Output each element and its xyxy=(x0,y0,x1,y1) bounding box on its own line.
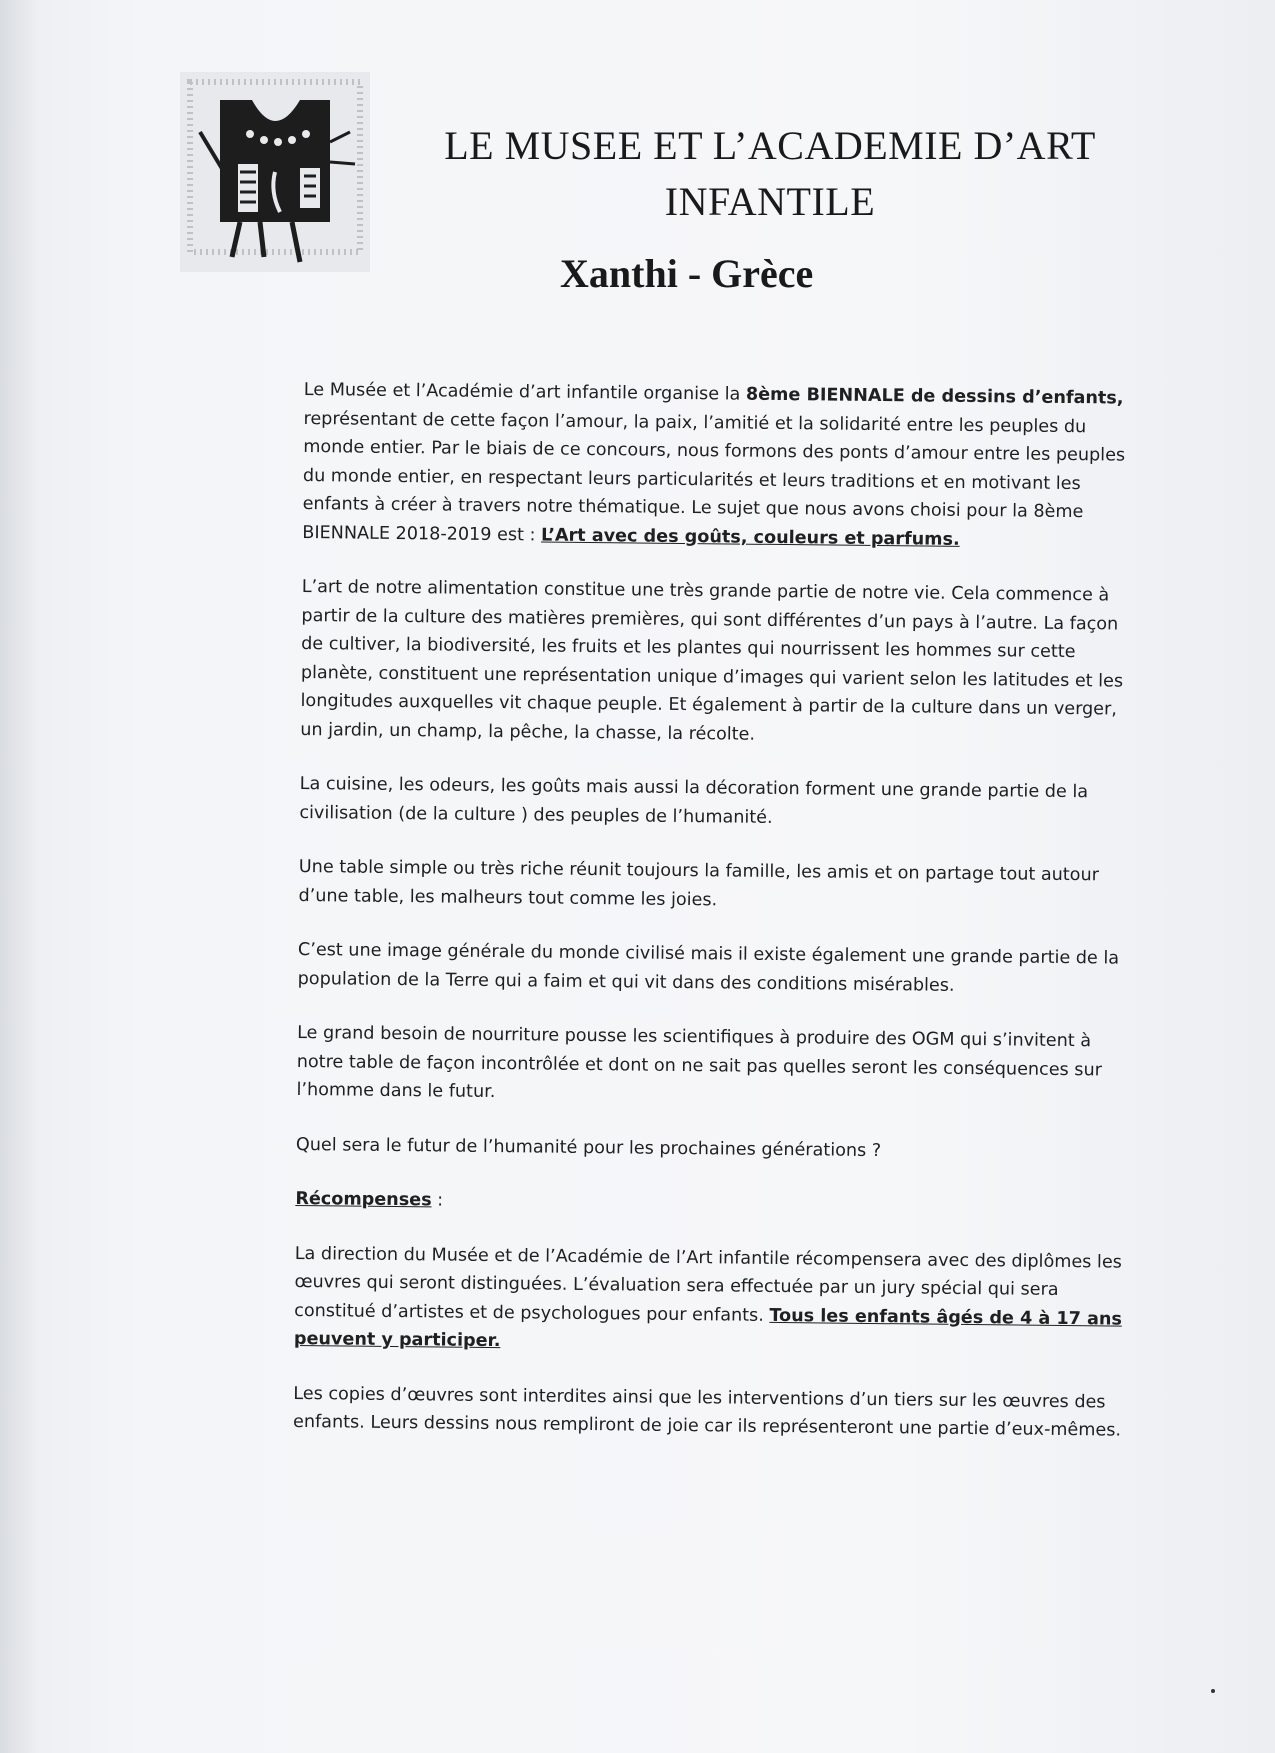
document-body xyxy=(293,376,1144,1471)
intro-text-1: Le Musée et l’Académie d’art infantile organise la xyxy=(303,379,747,405)
intro-text-2: représentant de cette façon l’amour, la paix, l’amitié et la solidarité entre les peuples du monde entier. Par le biais de ce concours, nous formons des ponts d’amour entre les peuples du monde entier, en respectant leurs particularités et leurs traditions et en motivant les enfants à créer à travers notre thématique. Le sujet que nous avons choisi pour la 8ème BIENNALE 2018-2019 est : xyxy=(302,408,1126,545)
paragraph-rules: Les copies d’œuvres sont interdites ainsi que les interventions d’un tiers sur les œuvres des enfants. Leurs dessins nous rempliront de joie car ils représenteront une partie d’eux-mêmes. xyxy=(292,1383,1122,1441)
title-line-1: LE MUSEE ET L’ACADEMIE D’ART xyxy=(444,123,1096,168)
title-line-2: INFANTILE xyxy=(664,179,876,224)
page-subtitle: Xanthi - Grèce xyxy=(560,251,814,296)
page-title xyxy=(390,118,1150,230)
children-drawing-logo-icon xyxy=(180,72,370,272)
rewards-text: La direction du Musée et de l’Académie de l’Art infantile récompensera avec des diplômes les œuvres qui seront distinguées. L’évaluation sera effectuée par un jury spécial qui sera constitué d’artistes et de psychologues pour enfants. xyxy=(294,1243,1122,1326)
paragraph-question: Quel sera le futur de l’humanité pour les prochaines générations ? xyxy=(295,1134,882,1161)
paragraph-rewards xyxy=(294,1239,1135,1362)
intro-bold-biennale: 8ème BIENNALE de dessins d’enfants, xyxy=(745,384,1124,409)
paragraph-world: C’est une image générale du monde civilisé mais il existe également une grande partie de la population de la Terre qui a faim et qui vit dans des conditions misérables. xyxy=(297,939,1120,996)
paragraph-ogm: Le grand besoin de nourriture pousse les scientifiques à produire des OGM qui s’invitent à notre table de façon incontrôlée et dont on ne sait pas quelles seront les conséquences sur l’homme dans le futur. xyxy=(296,1022,1103,1103)
rewards-heading: Récompenses xyxy=(295,1188,432,1211)
scan-speck xyxy=(1211,1689,1215,1693)
section-heading-rewards xyxy=(295,1185,1135,1222)
rewards-eligibility: Tous les enfants âgés de 4 à 17 ans peuvent y participer. xyxy=(293,1305,1122,1352)
intro-theme: L’Art avec des goûts, couleurs et parfums. xyxy=(540,524,960,550)
paragraph-cuisine: La cuisine, les odeurs, les goûts mais aussi la décoration forment une grande partie de la civilisation (de la culture ) des peuples de l’humanité. xyxy=(299,773,1089,828)
paragraph-table: Une table simple ou très riche réunit toujours la famille, les amis et on partage tout autour d’une table, les malheurs tout comme les joies. xyxy=(298,856,1099,910)
paragraph-intro xyxy=(302,376,1144,556)
paragraph-food-art: L’art de notre alimentation constitue une très grande partie de notre vie. Cela commence à partir de la culture des matières premières, qui sont différentes d’un pays à l’autre. La façon de cultiver, la biodiversité, les fruits et les plantes qui nourrissent les hommes sur cette planète, constituent une représentation unique d’images qui varient selon les latitudes et les longitudes auxquelles vit chaque peuple. Et également à partir de la culture dans un verger, un jardin, un champ, la pêche, la chasse, la récolte. xyxy=(300,576,1124,745)
rewards-heading-suffix: : xyxy=(431,1190,444,1211)
